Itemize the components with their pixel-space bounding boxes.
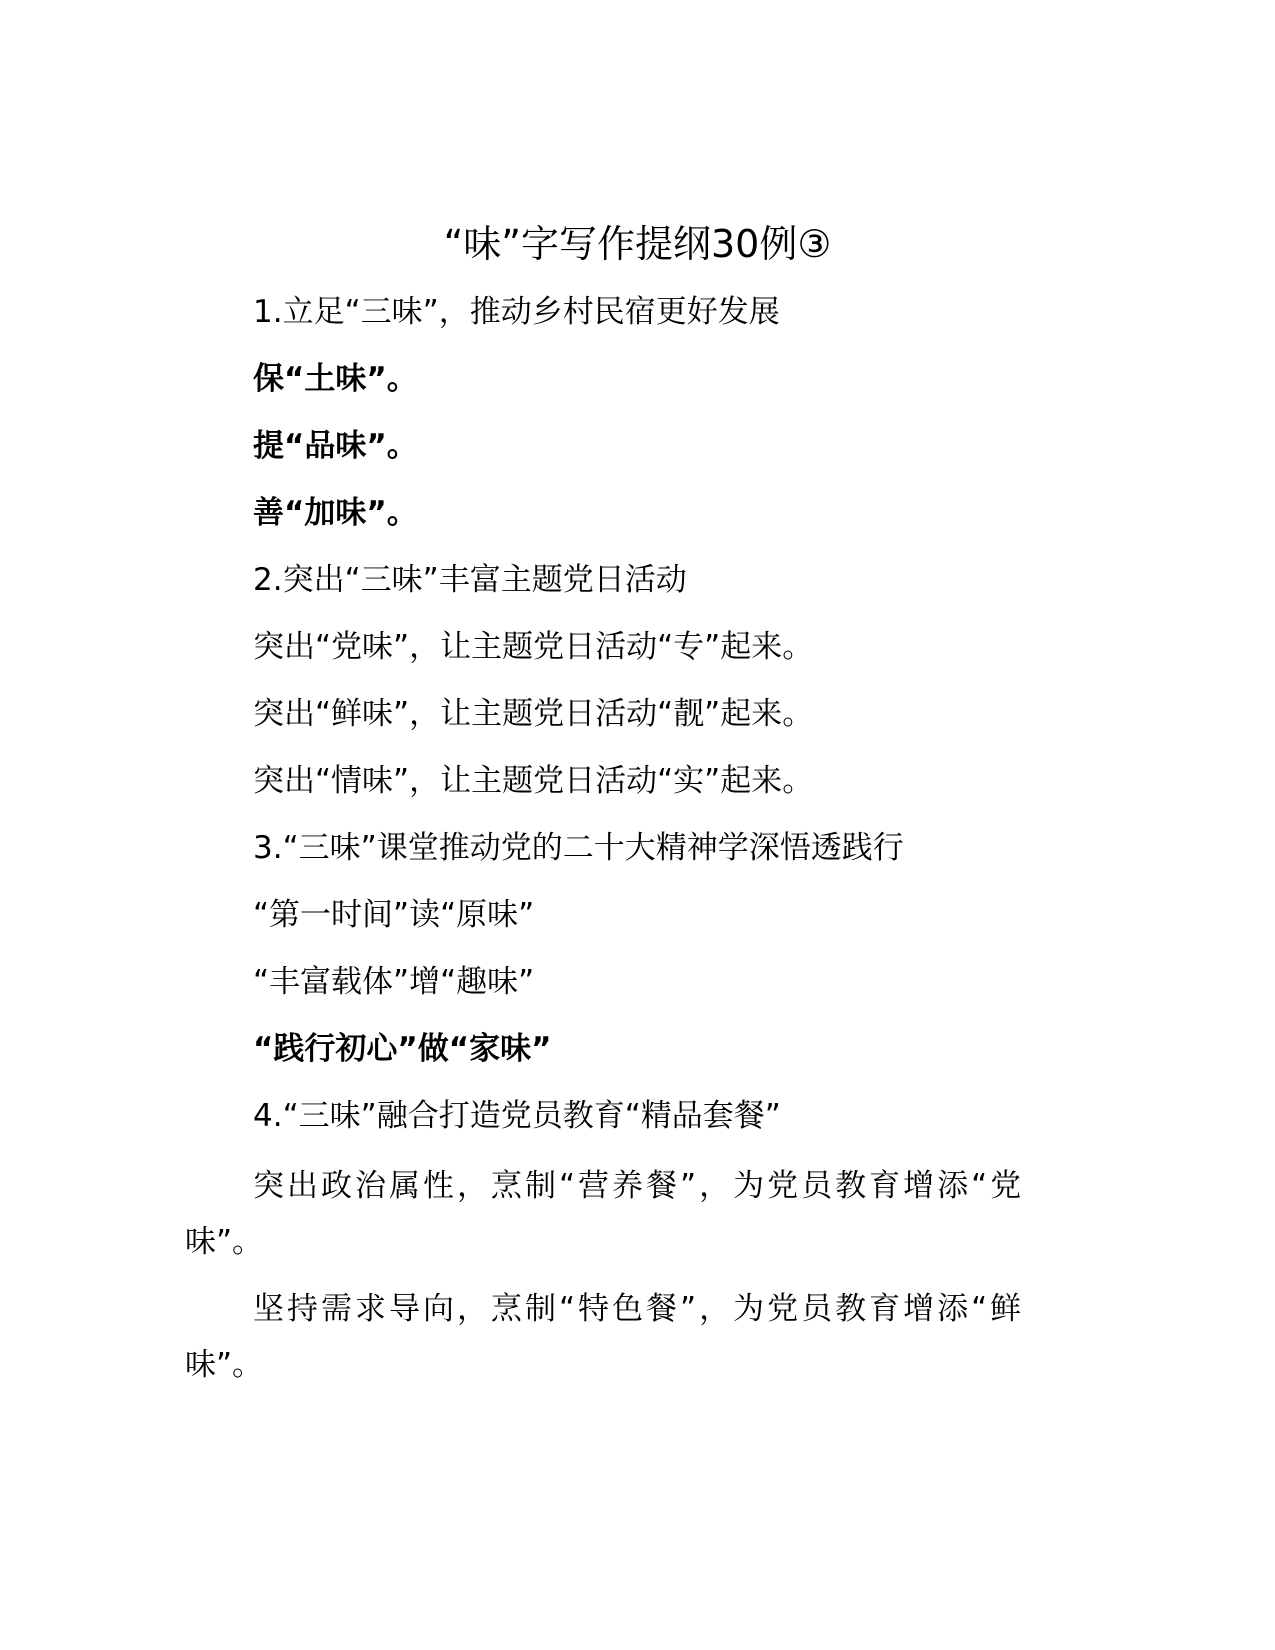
paragraph <box>185 1158 1085 1270</box>
list-item: 突出“鲜味”，让主题党日活动“靓”起来。 <box>253 696 814 732</box>
list-item: 提“品味”。 <box>253 428 418 464</box>
list-item: 突出“情味”，让主题党日活动“实”起来。 <box>253 763 814 799</box>
paragraph <box>185 1281 1085 1393</box>
document-title: “味”字写作提纲30例③ <box>443 222 832 266</box>
heading-4: 4.“三味”融合打造党员教育“精品套餐” <box>253 1098 781 1134</box>
list-item: “丰富载体”增“趣味” <box>253 964 535 1000</box>
list-item: 突出“党味”，让主题党日活动“专”起来。 <box>253 629 814 665</box>
paragraph-line: 坚持需求导向，烹制“特色餐”，为党员教育增添“鲜 <box>253 1291 1025 1327</box>
list-item: “践行初心”做“家味” <box>253 1031 552 1067</box>
list-item: 善“加味”。 <box>253 495 418 531</box>
paragraph-line: 味”。 <box>185 1224 264 1260</box>
heading-1: 1.立足“三味”，推动乡村民宿更好发展 <box>253 294 780 330</box>
heading-2: 2.突出“三味”丰富主题党日活动 <box>253 562 687 598</box>
list-item: “第一时间”读“原味” <box>253 897 535 933</box>
list-item: 保“土味”。 <box>253 361 418 397</box>
paragraph-line: 突出政治属性，烹制“营养餐”，为党员教育增添“党 <box>253 1168 1025 1204</box>
paragraph-line: 味”。 <box>185 1347 264 1383</box>
heading-3: 3.“三味”课堂推动党的二十大精神学深悟透践行 <box>253 830 904 866</box>
